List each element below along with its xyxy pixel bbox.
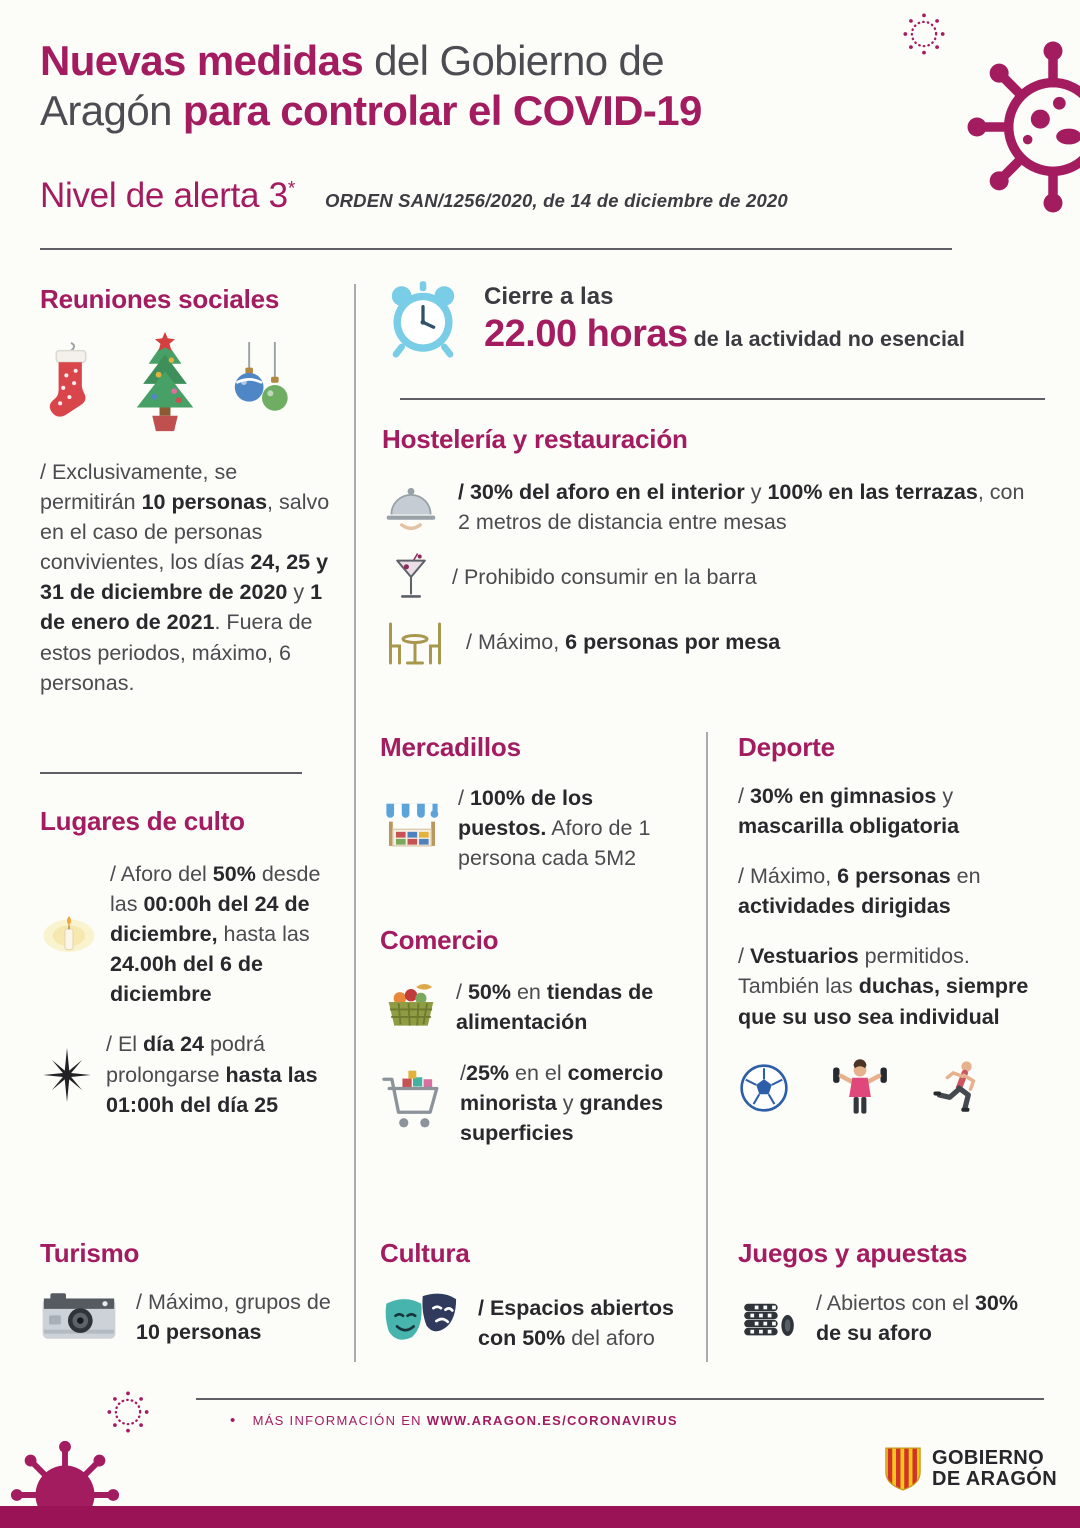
page-title-line1: Nuevas medidas del Gobierno de [40, 37, 665, 84]
rule-item [40, 1029, 334, 1119]
section-heading: Lugares de culto [40, 806, 245, 836]
serving-cloche-icon [382, 481, 440, 533]
closing-time-banner [382, 278, 1045, 360]
section-heading: Cultura [380, 1238, 470, 1268]
closing-line2-rest: de la actividad no esencial [687, 326, 965, 351]
christmas-stocking-icon [40, 339, 102, 425]
page-title [40, 36, 900, 136]
more-info-label: MÁS INFORMACIÓN EN [252, 1413, 427, 1428]
alert-note-mark: * [287, 178, 296, 200]
running-icon [930, 1059, 988, 1117]
section-mercadillos [380, 732, 678, 873]
alert-level-label: Nivel de alerta 3 [40, 176, 288, 215]
logo-text [932, 1448, 1057, 1490]
rule-text: / Abiertos con el 30% de su aforo [816, 1290, 1018, 1345]
rule-item [40, 1287, 340, 1347]
section-deporte [738, 732, 1044, 1120]
section-heading: Mercadillos [380, 732, 521, 762]
rule-item [382, 550, 1045, 604]
closing-time-text [484, 283, 965, 356]
section-turismo [40, 1238, 340, 1347]
logo-line: GOBIERNO [932, 1447, 1045, 1469]
rule-item [382, 617, 1045, 667]
rule-text: / Vestuarios permitidos. También las duchas, siempre que su uso sea individual [738, 944, 1029, 1029]
rule-item [380, 1058, 685, 1148]
virus-icon [100, 1384, 156, 1440]
section-comercio [380, 925, 685, 1168]
rule-text: / Prohibido consumir en la barra [452, 565, 757, 590]
section-heading: Deporte [738, 732, 835, 762]
rule-text: / Máximo, 6 personas por mesa [466, 630, 781, 655]
header-rule [40, 248, 952, 250]
section-reuniones-sociales [40, 284, 332, 698]
star-icon [40, 1048, 94, 1102]
rule-text: / 30% del aforo en el interior y 100% en las terrazas, con 2 metros de distancia entre mesas [458, 480, 1025, 535]
section-heading: Turismo [40, 1238, 140, 1268]
bullet: • [230, 1412, 237, 1429]
rule-item [380, 976, 685, 1038]
market-stall-icon [380, 796, 444, 860]
rule-text: / Exclusivamente, se permitirán 10 personas, salvo en el caso de personas convivientes, los días 24, 25 y 31 de diciembre de 2020 y 1 de enero de 2021. Fuera de estos periodos, máximo, 6 personas. [40, 460, 330, 695]
christmas-tree-icon [124, 331, 206, 433]
order-reference: ORDEN SAN/1256/2020, de 14 de diciembre de 2020 [325, 190, 788, 211]
rule-item [738, 1287, 1044, 1349]
logo-line: DE ARAGÓN [932, 1468, 1058, 1490]
rule-item [382, 477, 1045, 537]
camera-icon [40, 1289, 118, 1345]
ornaments-icon [228, 338, 296, 426]
section-juegos-y-apuestas [738, 1238, 1044, 1349]
virus-icon [958, 32, 1080, 222]
rule-text: / 50% en tiendas de alimentación [456, 979, 654, 1034]
section-heading: Reuniones sociales [40, 284, 280, 314]
aragon-shield-icon [884, 1446, 922, 1492]
christmas-icons [40, 331, 332, 433]
section-heading: Comercio [380, 925, 499, 955]
rule-text: / Espacios abiertos con 50% del aforo [478, 1295, 674, 1350]
closing-line2 [484, 313, 965, 356]
banner-rule [400, 398, 1045, 400]
rule-text: / El día 24 podrá prolongarse hasta las 01:00h del día 25 [106, 1032, 318, 1117]
coronavirus-url[interactable]: WWW.ARAGON.ES/CORONAVIRUS [426, 1413, 678, 1428]
footer-rule [196, 1398, 1044, 1400]
gobierno-aragon-logo [884, 1446, 1057, 1492]
food-basket-icon [380, 976, 442, 1038]
closing-time: 22.00 horas [484, 312, 688, 355]
sport-icons [738, 1056, 1044, 1120]
rule-item [380, 1287, 685, 1359]
page-title-line2: Aragón para controlar el COVID-19 [40, 87, 702, 134]
candle-icon [40, 908, 98, 960]
section-hosteleria [382, 424, 1045, 680]
section-heading: Hostelería y restauración [382, 424, 688, 454]
section-cultura [380, 1238, 685, 1359]
theater-masks-icon [380, 1287, 464, 1359]
rule-text: / Máximo, grupos de 10 personas [136, 1290, 331, 1345]
virus-icon [896, 6, 952, 62]
section-heading: Juegos y apuestas [738, 1238, 968, 1268]
section-lugares-de-culto [40, 806, 334, 1140]
more-info [230, 1412, 678, 1429]
rule-text: / 30% en gimnasios y mascarilla obligatoria [738, 784, 960, 839]
rule-text: / Aforo del 50% desde las 00:00h del 24 de diciembre, hasta las 24.00h del 6 de diciembre [110, 862, 321, 1007]
cocktail-icon [388, 550, 434, 604]
rule-item [40, 859, 334, 1009]
alarm-clock-icon [382, 278, 464, 360]
rule-text: / Máximo, 6 personas en actividades dirigidas [738, 864, 981, 919]
rule-text: / 100% de los puestos. Aforo de 1 persona cada 5M2 [458, 786, 651, 871]
alert-level [40, 176, 295, 216]
soccer-ball-icon [738, 1062, 790, 1114]
column-divider [354, 284, 356, 1362]
poker-chips-icon [738, 1287, 800, 1349]
table-and-chairs-icon [382, 617, 448, 667]
closing-line1: Cierre a las [484, 282, 614, 310]
rule-item [380, 783, 678, 873]
section-divider [40, 772, 302, 774]
bottom-bar [0, 1506, 1080, 1528]
weightlifting-icon [828, 1056, 892, 1120]
column-divider [706, 732, 708, 1362]
shopping-cart-icon [380, 1070, 446, 1136]
alert-row [40, 176, 788, 216]
rule-text: /25% en el comercio minorista y grandes superficies [460, 1061, 664, 1146]
